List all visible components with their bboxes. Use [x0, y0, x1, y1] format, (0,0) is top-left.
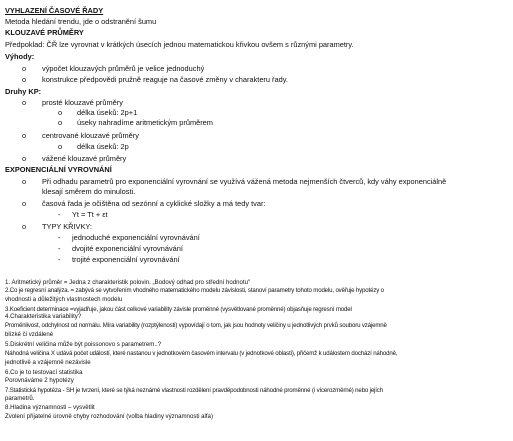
qa-line: 1. Aritmetický průměr = Jedna z charakteristik polovin. „Bodový odhad pro střední hodnotu"	[5, 279, 251, 286]
qa-line: Proměnlivost, odchylnost od normálu. Míra variability (rozptýlenosti) vypovídají o tom, jak jsou hodnoty veličiny u jednotlivých prvků souboru vzájemně	[5, 322, 387, 329]
type-simple: prosté klouzavé průměry	[42, 98, 123, 107]
section-heading-exponential: EXPONENCIÁLNÍ VYROVNÁNÍ	[5, 165, 112, 174]
exp-text-2: časová řada je očištěna od sezónní a cyklické složky a má tedy tvar:	[42, 199, 266, 208]
dash-icon: -	[58, 244, 61, 253]
type-weighted: vážené klouzavé průměry	[42, 154, 127, 163]
document-title: VYHLAZENÍ ČASOVÉ ŘADY	[5, 6, 104, 15]
curve-types-label: TYPY KŘIVKY:	[42, 222, 92, 231]
curve-type-item: trojité exponenciální vyrovnávání	[72, 255, 180, 264]
sub-item: délka úseků: 2p+1	[77, 108, 138, 117]
qa-line: parametrů.	[5, 395, 35, 402]
qa-line: 6.Co je to testovací statistika	[5, 369, 83, 376]
sub-item: úseky nahradíme aritmetickým průměrem	[77, 118, 213, 127]
qa-line: Zvolení přijatelné úrovně chyby rozhodování (volba hladiny významnosti alfa)	[5, 413, 213, 420]
qa-line: 4.Charakteristika variability?	[5, 313, 82, 320]
dash-icon: -	[58, 233, 61, 242]
bullet-icon: o	[22, 98, 27, 107]
premise-text: Předpoklad: ČŘ lze vyrovnat v krátkých úsecích jednou matematickou křivkou ovšem s různými parametry.	[5, 40, 354, 49]
subtitle: Metoda hledání trendu, jde o odstranění šumu	[5, 17, 157, 26]
qa-line: Náhodná veličina X udává počet událostí, které nastanou v jednotkovém časovém intervalu (v jednotkové oblasti), přičemž k událostem dochází náhodně,	[5, 350, 398, 357]
bullet-icon: o	[22, 75, 27, 84]
exp-text-line: klesají směrem do minulosti.	[42, 187, 136, 196]
bullet-icon: o	[58, 142, 63, 151]
curve-type-item: dvojité exponenciální vyrovnávání	[72, 244, 183, 253]
qa-line: Porovnáváme 2 hypotézy	[5, 377, 74, 384]
bullet-icon: o	[22, 222, 27, 231]
bullet-icon: o	[58, 108, 63, 117]
qa-line: 7.Statistická hypotéza - SH je tvrzení, které se týká neznámé vlastnosti rozdělení pravděpodobnosti náhodné proměnné (i vícerozměrné) nebo jejích	[5, 387, 383, 394]
dash-icon: -	[58, 210, 61, 219]
bullet-icon: o	[22, 199, 27, 208]
qa-line: 5.Diskrétní veličina může být poissonovo s parametrem..?	[5, 341, 162, 348]
advantage-item: konstrukce předpovědi pružně reaguje na časové změny v charakteru řady.	[42, 75, 288, 84]
qa-line: jednotlivě a vzájemně nezávisle	[5, 359, 91, 366]
bullet-icon: o	[58, 118, 63, 127]
qa-line: vhodnosti a důležitých vlastnostech modelu	[5, 296, 123, 303]
type-centered: centrované klouzavé průměry	[42, 131, 139, 140]
qa-line: 8.Hladina významnosti – vysvětlit	[5, 404, 95, 411]
bullet-icon: o	[22, 131, 27, 140]
dash-icon: -	[58, 255, 61, 264]
qa-line: blízké či vzdálené	[5, 331, 54, 338]
curve-type-item: jednoduché exponenciální vyrovnávání	[72, 233, 200, 242]
bullet-icon: o	[22, 154, 27, 163]
qa-line: 2.Co je regresní analýza. = zabývá se vytvořením vhodného matematického modelu závislosti, stanoví parametry tohoto modelu, ověřuje hypotézy o	[5, 287, 384, 294]
formula: Yt = Tt + εt	[72, 210, 108, 219]
bullet-icon: o	[22, 64, 27, 73]
types-label: Druhy KP:	[5, 87, 42, 96]
advantage-item: výpočet klouzavých průměrů je velice jednoduchý	[42, 64, 205, 73]
exp-text-line: Při odhadu parametrů pro exponenciální vyrovnání se využívá vážená metoda nejmenších čtverců, kdy váhy exponenciálně	[42, 177, 447, 186]
bullet-icon: o	[22, 177, 27, 186]
advantages-label: Výhody:	[5, 52, 35, 61]
sub-item: délka úseků: 2p	[77, 142, 129, 151]
qa-line: 3.Koeficient determinace =vyjadřuje, jakou část celkové variability závisle proměnné (vysvětlované proměnné) objasňuje regresní model	[5, 306, 352, 313]
section-heading-moving-averages: KLOUZAVÉ PRŮMĚRY	[5, 28, 84, 37]
